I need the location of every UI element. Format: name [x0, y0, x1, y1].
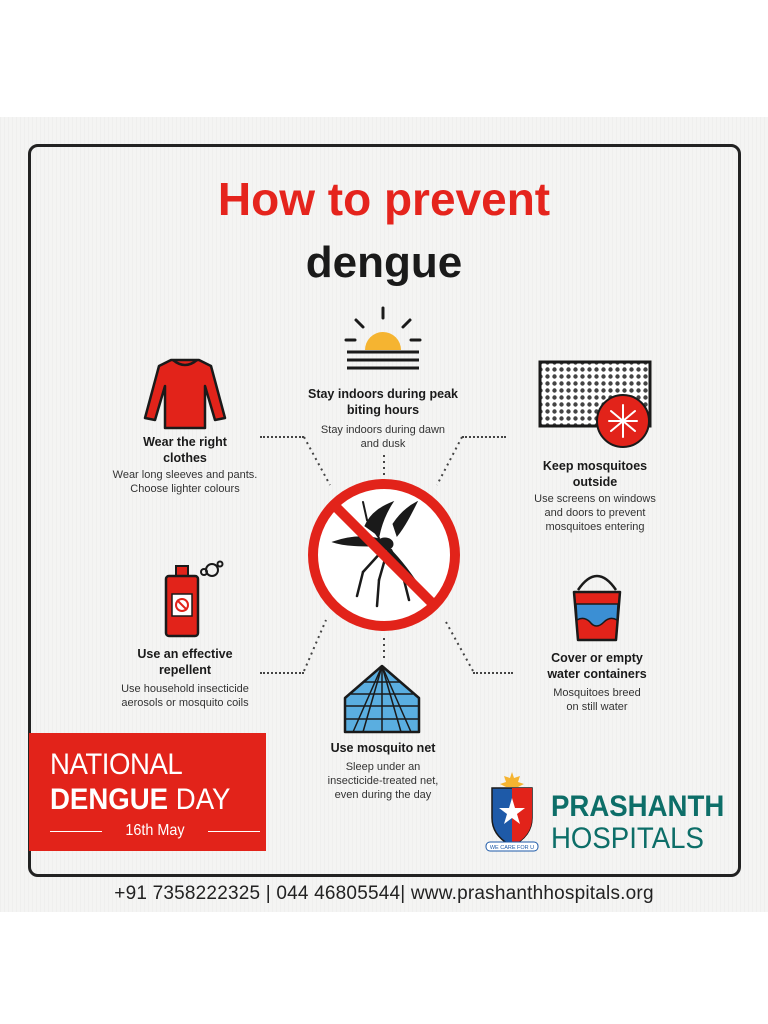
water-bucket-icon [570, 570, 624, 642]
contact-line: +91 7358222325 | 044 46805544| www.prashanthhospitals.org [114, 883, 654, 904]
tip-desc-line: Wear long sleeves and pants. [112, 469, 258, 481]
title-line-2: dengue [305, 238, 463, 287]
national-dengue-day-banner [29, 733, 266, 851]
tip-heading-line: Use an effective [137, 647, 233, 661]
tip-heading-line: Stay indoors during peak [307, 387, 459, 401]
tip-net [293, 740, 473, 802]
tip-desc-line: on still water [566, 701, 628, 713]
banner-rest-word: DAY [168, 783, 231, 816]
tip-heading-line: Wear the right [143, 435, 227, 449]
banner-date: 16th May [125, 822, 185, 839]
window-screen-icon [537, 359, 655, 451]
hospital-crest-icon [482, 770, 542, 854]
tip-desc-line: mosquitoes entering [545, 521, 645, 533]
tip-desc-line: Sleep under an [345, 761, 421, 773]
tip-desc-line: and doors to prevent [544, 507, 646, 519]
crest-motto: WE CARE FOR U [489, 845, 535, 851]
tip-desc-line: Stay indoors during dawn [320, 424, 446, 436]
tip-heading-line: water containers [547, 667, 647, 681]
tip-repellent [95, 646, 275, 710]
tip-desc-line: Mosquitoes breed [553, 687, 641, 699]
tip-desc-line: even during the day [334, 789, 432, 801]
mosquito-net-icon [341, 664, 423, 734]
tip-desc-line: insecticide-treated net, [327, 775, 439, 787]
banner-line-2 [50, 783, 230, 817]
banner-line-1: NATIONAL [50, 748, 183, 781]
banner-bold-word: DENGUE [50, 783, 169, 816]
tip-outside [500, 458, 690, 534]
tip-heading-line: Use mosquito net [330, 741, 436, 755]
tip-desc-line: Use screens on windows [534, 493, 656, 505]
banner-rule-right [208, 831, 260, 832]
tip-clothes [90, 434, 280, 496]
long-sleeve-shirt-icon [143, 356, 227, 430]
tip-desc-line: Choose lighter colours [130, 483, 240, 495]
logo-name-line-2: HOSPITALS [551, 822, 704, 855]
tip-heading-line: repellent [158, 663, 212, 677]
tip-containers [507, 650, 687, 714]
spray-can-icon [162, 560, 228, 640]
banner-date-row [50, 822, 260, 840]
tip-heading-line: Cover or empty [551, 651, 643, 665]
tip-desc-line: and dusk [360, 438, 406, 450]
tip-desc-line: Use household insecticide [121, 683, 249, 695]
tip-desc-line: aerosols or mosquito coils [121, 697, 249, 709]
tip-heading-line: clothes [163, 451, 207, 465]
logo-name-line-1: PRASHANTH [551, 790, 725, 823]
tip-indoors [273, 386, 493, 451]
tip-heading-line: outside [572, 475, 618, 489]
tip-heading-line: Keep mosquitoes [542, 459, 648, 473]
tip-heading-line: biting hours [346, 403, 420, 417]
sunrise-icon [343, 306, 423, 372]
no-mosquito-icon [305, 476, 463, 634]
title-line-1: How to prevent [217, 173, 551, 225]
